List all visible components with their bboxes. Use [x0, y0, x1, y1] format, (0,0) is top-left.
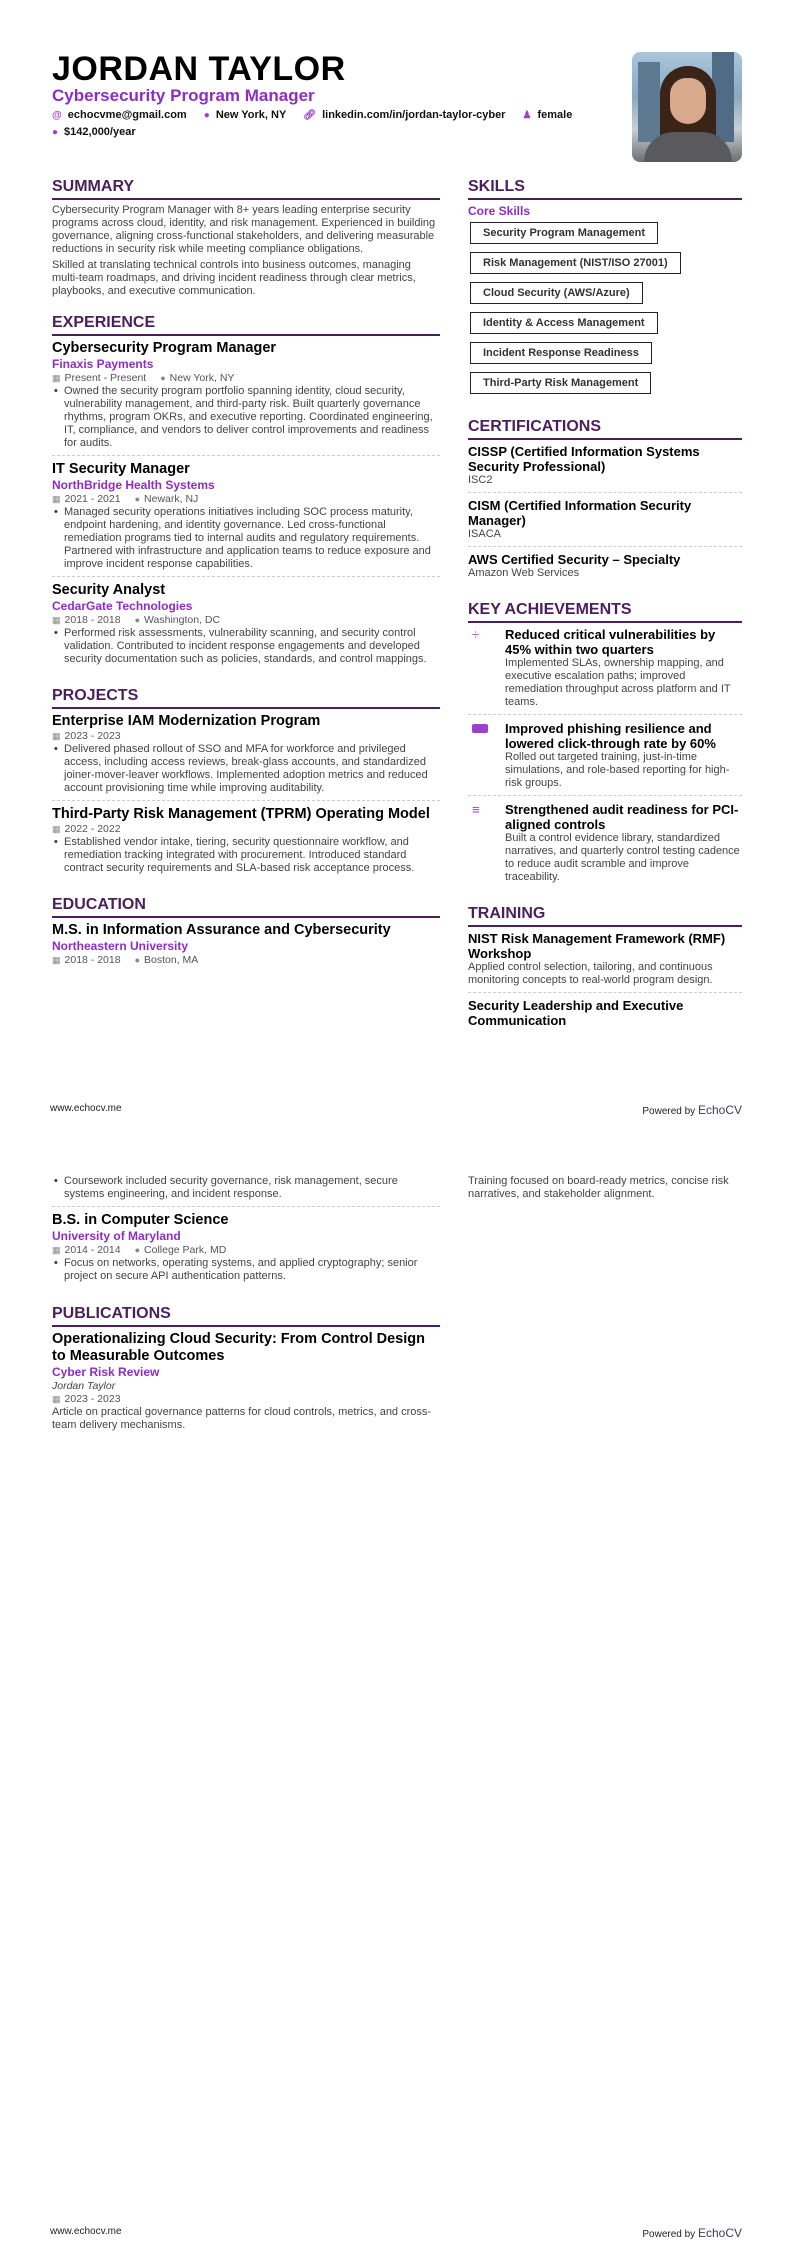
achievement-desc: Rolled out targeted training, just-in-time simulations, and role-based reporting for high-risk groups. — [505, 751, 730, 789]
achievement-item — [468, 627, 742, 715]
calendar-icon: ▦ — [52, 824, 61, 834]
achievements-section — [468, 601, 742, 889]
training-title: Security Leadership and Executive Communication — [468, 998, 684, 1028]
footer-powered: Powered by — [642, 2229, 696, 2240]
education-section — [52, 896, 440, 967]
contact-gender — [523, 107, 573, 124]
list-icon: ≡ — [472, 802, 480, 817]
profile-photo — [632, 52, 742, 162]
achievement-desc: Built a control evidence library, standardized narratives, and quarterly control testing cadence to reduce audit scramble and improve traceability. — [505, 832, 740, 883]
gender-text: female — [537, 109, 573, 121]
project-item — [52, 713, 440, 801]
candidate-name: JORDAN TAYLOR — [52, 50, 346, 88]
experience-item — [52, 340, 440, 456]
section-heading: EXPERIENCE — [52, 314, 440, 336]
cert-name: CISSP (Certified Information Systems Security Professional) — [468, 444, 700, 474]
contact-linkedin[interactable] — [303, 107, 505, 124]
section-heading: PROJECTS — [52, 687, 440, 709]
projects-section — [52, 687, 440, 880]
certifications-section — [468, 418, 742, 585]
company-name: Finaxis Payments — [52, 357, 154, 371]
bullet: • Coursework included security governance, risk management, secure systems engineering, and incident response. — [52, 1175, 440, 1201]
certification-item — [468, 444, 742, 493]
location-icon: ● — [134, 1245, 141, 1255]
location: Boston, MA — [144, 954, 199, 966]
achievement-item — [468, 802, 742, 889]
summary-section — [52, 178, 440, 298]
dates: 2023 - 2023 — [64, 1393, 121, 1405]
candidate-title: Cybersecurity Program Manager — [52, 86, 315, 105]
school-name: Northeastern University — [52, 939, 189, 953]
experience-item — [52, 461, 440, 577]
location-icon: ● — [160, 373, 166, 383]
experience-section — [52, 314, 440, 671]
footer-brand: EchoCV — [697, 2226, 742, 2240]
bullet: • Established vendor intake, tiering, security questionnaire workflow, and remediation tracking integrated with procurement. Introduced standard contract security requirements and SLA-based risk acceptance process. — [52, 836, 440, 875]
achievement-item — [468, 721, 742, 796]
skill-chip: Security Program Management — [470, 222, 658, 244]
section-heading: KEY ACHIEVEMENTS — [468, 601, 742, 623]
achievement-title: Improved phishing resilience and lowered click-through rate by 60% — [505, 721, 716, 751]
skill-chip: Identity & Access Management — [470, 312, 658, 334]
footer-brand: EchoCV — [697, 1103, 742, 1117]
section-heading: EDUCATION — [52, 896, 440, 918]
skill-chip: Incident Response Readiness — [470, 342, 652, 364]
email-text: echocvme@gmail.com — [67, 109, 187, 121]
calendar-icon: ▦ — [52, 731, 61, 741]
publication-author: Jordan Taylor — [52, 1380, 116, 1392]
training-title: NIST Risk Management Framework (RMF) Workshop — [468, 931, 726, 961]
cert-issuer: ISC2 — [468, 474, 493, 486]
job-title: Security Analyst — [52, 582, 166, 598]
project-title: Third-Party Risk Management (TPRM) Operating Model — [52, 806, 430, 822]
location: Washington, DC — [144, 614, 221, 626]
calendar-icon: ▦ — [52, 955, 61, 965]
dates: 2022 - 2022 — [64, 823, 121, 835]
section-heading: SUMMARY — [52, 178, 440, 200]
summary-paragraph: Skilled at translating technical controls into business outcomes, managing multi-team roadmaps, and driving incident readiness through clear metrics, playbooks, and executive communication. — [52, 259, 416, 297]
dates: 2021 - 2021 — [64, 493, 121, 505]
contact-info — [52, 107, 612, 141]
skill-chip: Risk Management (NIST/ISO 27001) — [470, 252, 681, 274]
summary-paragraph: Cybersecurity Program Manager with 8+ years leading enterprise security programs across cloud, identity, and risk management. Experienced in building governance, aligning cross-functional stakeholders, and delivering measurable reductions in security risk while meeting compliance obligations. — [52, 204, 436, 255]
training-desc: Applied control selection, tailoring, and continuous monitoring concepts to real-world program design. — [468, 961, 713, 986]
project-item — [52, 806, 440, 880]
cert-name: CISM (Certified Information Security Manager) — [468, 498, 692, 528]
page-footer — [50, 2226, 742, 2240]
achievement-desc: Implemented SLAs, ownership mapping, and executive escalation paths; improved remediation throughput across platform and IT teams. — [505, 657, 731, 708]
bullet: • Performed risk assessments, vulnerability scanning, and security control validation. Contributed to incident response engagements and developed security documentation such as policies, standards, and control mappings. — [52, 627, 440, 666]
training-desc: Training focused on board-ready metrics, concise risk narratives, and stakeholder alignment. — [468, 1175, 729, 1200]
footer-site-link[interactable]: www.echocv.me — [50, 1103, 122, 1114]
dates: Present - Present — [64, 372, 147, 384]
skill-chip: Third-Party Risk Management — [470, 372, 651, 394]
achievement-title: Strengthened audit readiness for PCI-aligned controls — [505, 802, 739, 832]
education-item — [52, 1212, 440, 1283]
experience-item — [52, 582, 440, 671]
location-icon: ● — [203, 110, 210, 121]
contact-salary — [52, 124, 136, 141]
at-icon: @ — [52, 110, 62, 121]
footer-site-link[interactable]: www.echocv.me — [50, 2226, 122, 2237]
left-column — [52, 1175, 440, 1448]
page-footer — [50, 1103, 742, 1117]
location-text: New York, NY — [215, 109, 287, 121]
bullet: • Managed security operations initiatives including SOC process maturity, endpoint hardening, and identity governance. Led cross-functional remediation programs tied to internal audits and regulatory requirements. Partnered with infrastructure and application teams to reduce exposure and improve incident response capabilities. — [52, 506, 440, 571]
company-name: CedarGate Technologies — [52, 599, 193, 613]
skill-chip: Cloud Security (AWS/Azure) — [470, 282, 643, 304]
footer-powered: Powered by — [642, 1106, 696, 1117]
bullet: • Delivered phased rollout of SSO and MFA for workforce and privileged access, including access reviews, break-glass accounts, and standardized joiner-mover-leaver workflows. Implemented adoption metrics and reduced account provisioning time while improving auditability. — [52, 743, 440, 795]
degree-title: M.S. in Information Assurance and Cybersecurity — [52, 922, 391, 938]
publication-venue: Cyber Risk Review — [52, 1365, 160, 1379]
dollar-icon: ● — [52, 127, 59, 138]
job-title: IT Security Manager — [52, 461, 190, 477]
person-icon: ♟ — [522, 110, 532, 121]
location-icon: ● — [134, 955, 141, 965]
publication-desc: Article on practical governance patterns for cloud controls, metrics, and cross-team delivery mechanisms. — [52, 1406, 432, 1431]
dates: 2018 - 2018 — [64, 614, 121, 626]
publications-section — [52, 1305, 440, 1432]
job-title: Cybersecurity Program Manager — [52, 340, 277, 356]
bullet: • Focus on networks, operating systems, and applied cryptography; senior project on secure API authentication patterns. — [52, 1257, 440, 1283]
school-name: University of Maryland — [52, 1229, 181, 1243]
section-heading: SKILLS — [468, 178, 742, 200]
battery-icon — [468, 721, 505, 790]
publication-title: Operationalizing Cloud Security: From Control Design to Measurable Outcomes — [52, 1331, 425, 1364]
contact-email[interactable] — [52, 107, 187, 124]
contact-location — [204, 107, 287, 124]
section-heading: TRAINING — [468, 905, 742, 927]
training-section — [468, 905, 742, 1028]
project-title: Enterprise IAM Modernization Program — [52, 713, 321, 729]
section-heading: PUBLICATIONS — [52, 1305, 440, 1327]
location-icon: ● — [134, 615, 141, 625]
location: College Park, MD — [144, 1244, 227, 1256]
right-column — [468, 178, 742, 1044]
left-column — [52, 178, 440, 983]
location: Newark, NJ — [144, 493, 199, 505]
certification-item — [468, 552, 742, 585]
achievement-title: Reduced critical vulnerabilities by 45% within two quarters — [505, 627, 716, 657]
calendar-icon: ▦ — [52, 494, 61, 504]
right-column — [468, 1175, 742, 1201]
dates: 2014 - 2014 — [64, 1244, 121, 1256]
resume-page-2 — [0, 1123, 794, 2246]
dates: 2023 - 2023 — [64, 730, 121, 742]
location-icon: ● — [134, 494, 141, 504]
cert-name: AWS Certified Security – Specialty — [468, 552, 681, 567]
training-item — [468, 931, 742, 993]
degree-title: B.S. in Computer Science — [52, 1212, 229, 1228]
certification-item — [468, 498, 742, 547]
calendar-icon: ▦ — [52, 615, 61, 625]
linkedin-text: linkedin.com/in/jordan-taylor-cyber — [322, 109, 506, 121]
bullet: • Owned the security program portfolio spanning identity, cloud security, vulnerability management, and third-party risk. Built quarterly governance rhythms, program OKRs, and executive reporting. Coordinated engineering, IT, compliance, and vendors to deliver control improvements and readiness for audits. — [52, 385, 440, 450]
divide-icon: ÷ — [472, 627, 480, 642]
dates: 2018 - 2018 — [64, 954, 121, 966]
skills-section — [468, 178, 742, 402]
salary-text: $142,000/year — [64, 126, 136, 138]
company-name: NorthBridge Health Systems — [52, 478, 215, 492]
cert-issuer: Amazon Web Services — [468, 567, 580, 579]
calendar-icon: ▦ — [52, 1245, 61, 1255]
location: New York, NY — [169, 372, 235, 384]
link-icon: 🔗︎ — [303, 110, 317, 121]
section-heading: CERTIFICATIONS — [468, 418, 742, 440]
education-item-continued — [52, 1175, 440, 1207]
calendar-icon: ▦ — [52, 1394, 61, 1404]
cert-issuer: ISACA — [468, 528, 502, 540]
skills-subheading: Core Skills — [468, 204, 531, 218]
calendar-icon: ▦ — [52, 373, 61, 383]
